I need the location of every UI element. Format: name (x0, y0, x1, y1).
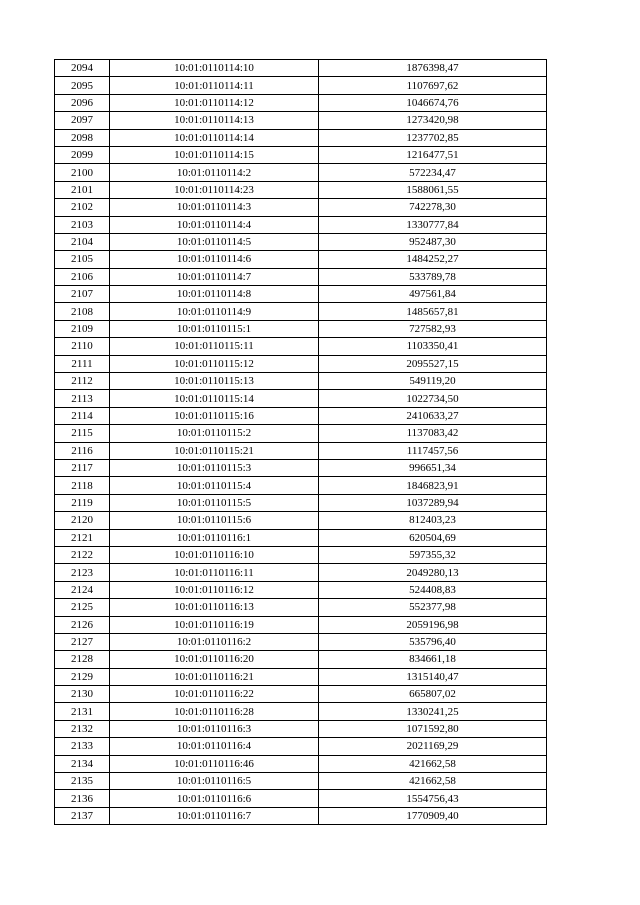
row-number-cell: 2105 (55, 251, 110, 268)
table-row (55, 668, 547, 685)
cadastral-number-cell: 10:01:0110114:11 (110, 77, 319, 94)
row-number-cell: 2136 (55, 790, 110, 807)
table-row (55, 459, 547, 476)
value-cell: 1330241,25 (319, 703, 547, 720)
value-cell: 2021169,29 (319, 738, 547, 755)
value-cell: 1216477,51 (319, 146, 547, 163)
cadastral-number-cell: 10:01:0110114:4 (110, 216, 319, 233)
cadastral-number-cell: 10:01:0110115:12 (110, 355, 319, 372)
table-body (55, 60, 547, 825)
value-cell: 1022734,50 (319, 390, 547, 407)
row-number-cell: 2108 (55, 303, 110, 320)
cadastral-number-cell: 10:01:0110114:7 (110, 268, 319, 285)
row-number-cell: 2112 (55, 373, 110, 390)
cadastral-number-cell: 10:01:0110114:12 (110, 94, 319, 111)
value-cell: 1876398,47 (319, 60, 547, 77)
table-row (55, 303, 547, 320)
table-row (55, 60, 547, 77)
row-number-cell: 2128 (55, 651, 110, 668)
cadastral-number-cell: 10:01:0110114:14 (110, 129, 319, 146)
table-row (55, 720, 547, 737)
table-row (55, 164, 547, 181)
row-number-cell: 2115 (55, 425, 110, 442)
row-number-cell: 2135 (55, 773, 110, 790)
cadastral-number-cell: 10:01:0110116:5 (110, 773, 319, 790)
row-number-cell: 2109 (55, 320, 110, 337)
value-cell: 597355,32 (319, 546, 547, 563)
value-cell: 1485657,81 (319, 303, 547, 320)
value-cell: 1588061,55 (319, 181, 547, 198)
cadastral-number-cell: 10:01:0110115:2 (110, 425, 319, 442)
table-row (55, 494, 547, 511)
cadastral-number-cell: 10:01:0110114:10 (110, 60, 319, 77)
row-number-cell: 2134 (55, 755, 110, 772)
cadastral-number-cell: 10:01:0110116:6 (110, 790, 319, 807)
cadastral-number-cell: 10:01:0110115:3 (110, 459, 319, 476)
data-table (54, 59, 547, 825)
row-number-cell: 2137 (55, 807, 110, 824)
table-row (55, 407, 547, 424)
cadastral-number-cell: 10:01:0110116:3 (110, 720, 319, 737)
row-number-cell: 2110 (55, 338, 110, 355)
cadastral-number-cell: 10:01:0110114:2 (110, 164, 319, 181)
value-cell: 533789,78 (319, 268, 547, 285)
value-cell: 2049280,13 (319, 564, 547, 581)
cadastral-number-cell: 10:01:0110116:20 (110, 651, 319, 668)
row-number-cell: 2122 (55, 546, 110, 563)
value-cell: 1484252,27 (319, 251, 547, 268)
table-row (55, 146, 547, 163)
value-cell: 497561,84 (319, 286, 547, 303)
value-cell: 952487,30 (319, 233, 547, 250)
row-number-cell: 2127 (55, 633, 110, 650)
cadastral-number-cell: 10:01:0110115:4 (110, 477, 319, 494)
row-number-cell: 2124 (55, 581, 110, 598)
cadastral-number-cell: 10:01:0110116:28 (110, 703, 319, 720)
table-row (55, 233, 547, 250)
row-number-cell: 2106 (55, 268, 110, 285)
value-cell: 834661,18 (319, 651, 547, 668)
cadastral-number-cell: 10:01:0110116:1 (110, 529, 319, 546)
row-number-cell: 2131 (55, 703, 110, 720)
row-number-cell: 2130 (55, 686, 110, 703)
value-cell: 1273420,98 (319, 112, 547, 129)
value-cell: 549119,20 (319, 373, 547, 390)
value-cell: 421662,58 (319, 773, 547, 790)
cadastral-number-cell: 10:01:0110116:4 (110, 738, 319, 755)
row-number-cell: 2116 (55, 442, 110, 459)
value-cell: 1071592,80 (319, 720, 547, 737)
row-number-cell: 2096 (55, 94, 110, 111)
row-number-cell: 2120 (55, 512, 110, 529)
cadastral-number-cell: 10:01:0110116:11 (110, 564, 319, 581)
row-number-cell: 2133 (55, 738, 110, 755)
value-cell: 1137083,42 (319, 425, 547, 442)
table-row (55, 77, 547, 94)
table-row (55, 390, 547, 407)
table-row (55, 686, 547, 703)
table-row (55, 199, 547, 216)
value-cell: 524408,83 (319, 581, 547, 598)
row-number-cell: 2121 (55, 529, 110, 546)
table-row (55, 425, 547, 442)
table-row (55, 251, 547, 268)
table-row (55, 442, 547, 459)
table-row (55, 529, 547, 546)
table-row (55, 268, 547, 285)
table-row (55, 94, 547, 111)
cadastral-number-cell: 10:01:0110115:21 (110, 442, 319, 459)
cadastral-number-cell: 10:01:0110116:22 (110, 686, 319, 703)
row-number-cell: 2102 (55, 199, 110, 216)
row-number-cell: 2100 (55, 164, 110, 181)
row-number-cell: 2114 (55, 407, 110, 424)
value-cell: 572234,47 (319, 164, 547, 181)
row-number-cell: 2118 (55, 477, 110, 494)
value-cell: 1237702,85 (319, 129, 547, 146)
cadastral-number-cell: 10:01:0110116:12 (110, 581, 319, 598)
table-row (55, 216, 547, 233)
table-row (55, 338, 547, 355)
value-cell: 552377,98 (319, 599, 547, 616)
table-row (55, 112, 547, 129)
row-number-cell: 2132 (55, 720, 110, 737)
cadastral-number-cell: 10:01:0110115:1 (110, 320, 319, 337)
value-cell: 620504,69 (319, 529, 547, 546)
value-cell: 1330777,84 (319, 216, 547, 233)
value-cell: 2095527,15 (319, 355, 547, 372)
row-number-cell: 2123 (55, 564, 110, 581)
table-row (55, 477, 547, 494)
value-cell: 742278,30 (319, 199, 547, 216)
table-row (55, 616, 547, 633)
row-number-cell: 2119 (55, 494, 110, 511)
value-cell: 1117457,56 (319, 442, 547, 459)
cadastral-number-cell: 10:01:0110115:11 (110, 338, 319, 355)
cadastral-number-cell: 10:01:0110114:9 (110, 303, 319, 320)
cadastral-number-cell: 10:01:0110116:10 (110, 546, 319, 563)
table-row (55, 512, 547, 529)
value-cell: 421662,58 (319, 755, 547, 772)
table-row (55, 738, 547, 755)
table-row (55, 651, 547, 668)
value-cell: 1315140,47 (319, 668, 547, 685)
value-cell: 1846823,91 (319, 477, 547, 494)
cadastral-number-cell: 10:01:0110115:16 (110, 407, 319, 424)
row-number-cell: 2113 (55, 390, 110, 407)
row-number-cell: 2099 (55, 146, 110, 163)
row-number-cell: 2094 (55, 60, 110, 77)
table-row (55, 773, 547, 790)
value-cell: 1770909,40 (319, 807, 547, 824)
row-number-cell: 2125 (55, 599, 110, 616)
table-row (55, 286, 547, 303)
value-cell: 535796,40 (319, 633, 547, 650)
row-number-cell: 2111 (55, 355, 110, 372)
table-row (55, 129, 547, 146)
cadastral-number-cell: 10:01:0110115:13 (110, 373, 319, 390)
value-cell: 665807,02 (319, 686, 547, 703)
table-row (55, 807, 547, 824)
table-row (55, 564, 547, 581)
row-number-cell: 2126 (55, 616, 110, 633)
cadastral-number-cell: 10:01:0110116:13 (110, 599, 319, 616)
cadastral-number-cell: 10:01:0110116:2 (110, 633, 319, 650)
table-row (55, 355, 547, 372)
value-cell: 1046674,76 (319, 94, 547, 111)
row-number-cell: 2103 (55, 216, 110, 233)
row-number-cell: 2129 (55, 668, 110, 685)
cadastral-number-cell: 10:01:0110116:7 (110, 807, 319, 824)
cadastral-number-cell: 10:01:0110114:3 (110, 199, 319, 216)
cadastral-number-cell: 10:01:0110114:13 (110, 112, 319, 129)
row-number-cell: 2101 (55, 181, 110, 198)
cadastral-number-cell: 10:01:0110114:15 (110, 146, 319, 163)
cadastral-number-cell: 10:01:0110116:21 (110, 668, 319, 685)
cadastral-number-cell: 10:01:0110114:23 (110, 181, 319, 198)
table-row (55, 373, 547, 390)
table-row (55, 581, 547, 598)
value-cell: 2059196,98 (319, 616, 547, 633)
cadastral-number-cell: 10:01:0110115:14 (110, 390, 319, 407)
cadastral-number-cell: 10:01:0110114:8 (110, 286, 319, 303)
value-cell: 2410633,27 (319, 407, 547, 424)
row-number-cell: 2095 (55, 77, 110, 94)
cadastral-number-cell: 10:01:0110114:5 (110, 233, 319, 250)
table-row (55, 755, 547, 772)
table-row (55, 320, 547, 337)
cadastral-number-cell: 10:01:0110116:19 (110, 616, 319, 633)
table-row (55, 633, 547, 650)
value-cell: 1554756,43 (319, 790, 547, 807)
value-cell: 996651,34 (319, 459, 547, 476)
value-cell: 1037289,94 (319, 494, 547, 511)
value-cell: 727582,93 (319, 320, 547, 337)
value-cell: 812403,23 (319, 512, 547, 529)
value-cell: 1103350,41 (319, 338, 547, 355)
row-number-cell: 2117 (55, 459, 110, 476)
row-number-cell: 2098 (55, 129, 110, 146)
value-cell: 1107697,62 (319, 77, 547, 94)
row-number-cell: 2097 (55, 112, 110, 129)
cadastral-number-cell: 10:01:0110115:6 (110, 512, 319, 529)
cadastral-number-cell: 10:01:0110116:46 (110, 755, 319, 772)
row-number-cell: 2107 (55, 286, 110, 303)
cadastral-number-cell: 10:01:0110114:6 (110, 251, 319, 268)
table-row (55, 703, 547, 720)
table-row (55, 181, 547, 198)
table-row (55, 599, 547, 616)
table-row (55, 546, 547, 563)
cadastral-number-cell: 10:01:0110115:5 (110, 494, 319, 511)
table-row (55, 790, 547, 807)
row-number-cell: 2104 (55, 233, 110, 250)
